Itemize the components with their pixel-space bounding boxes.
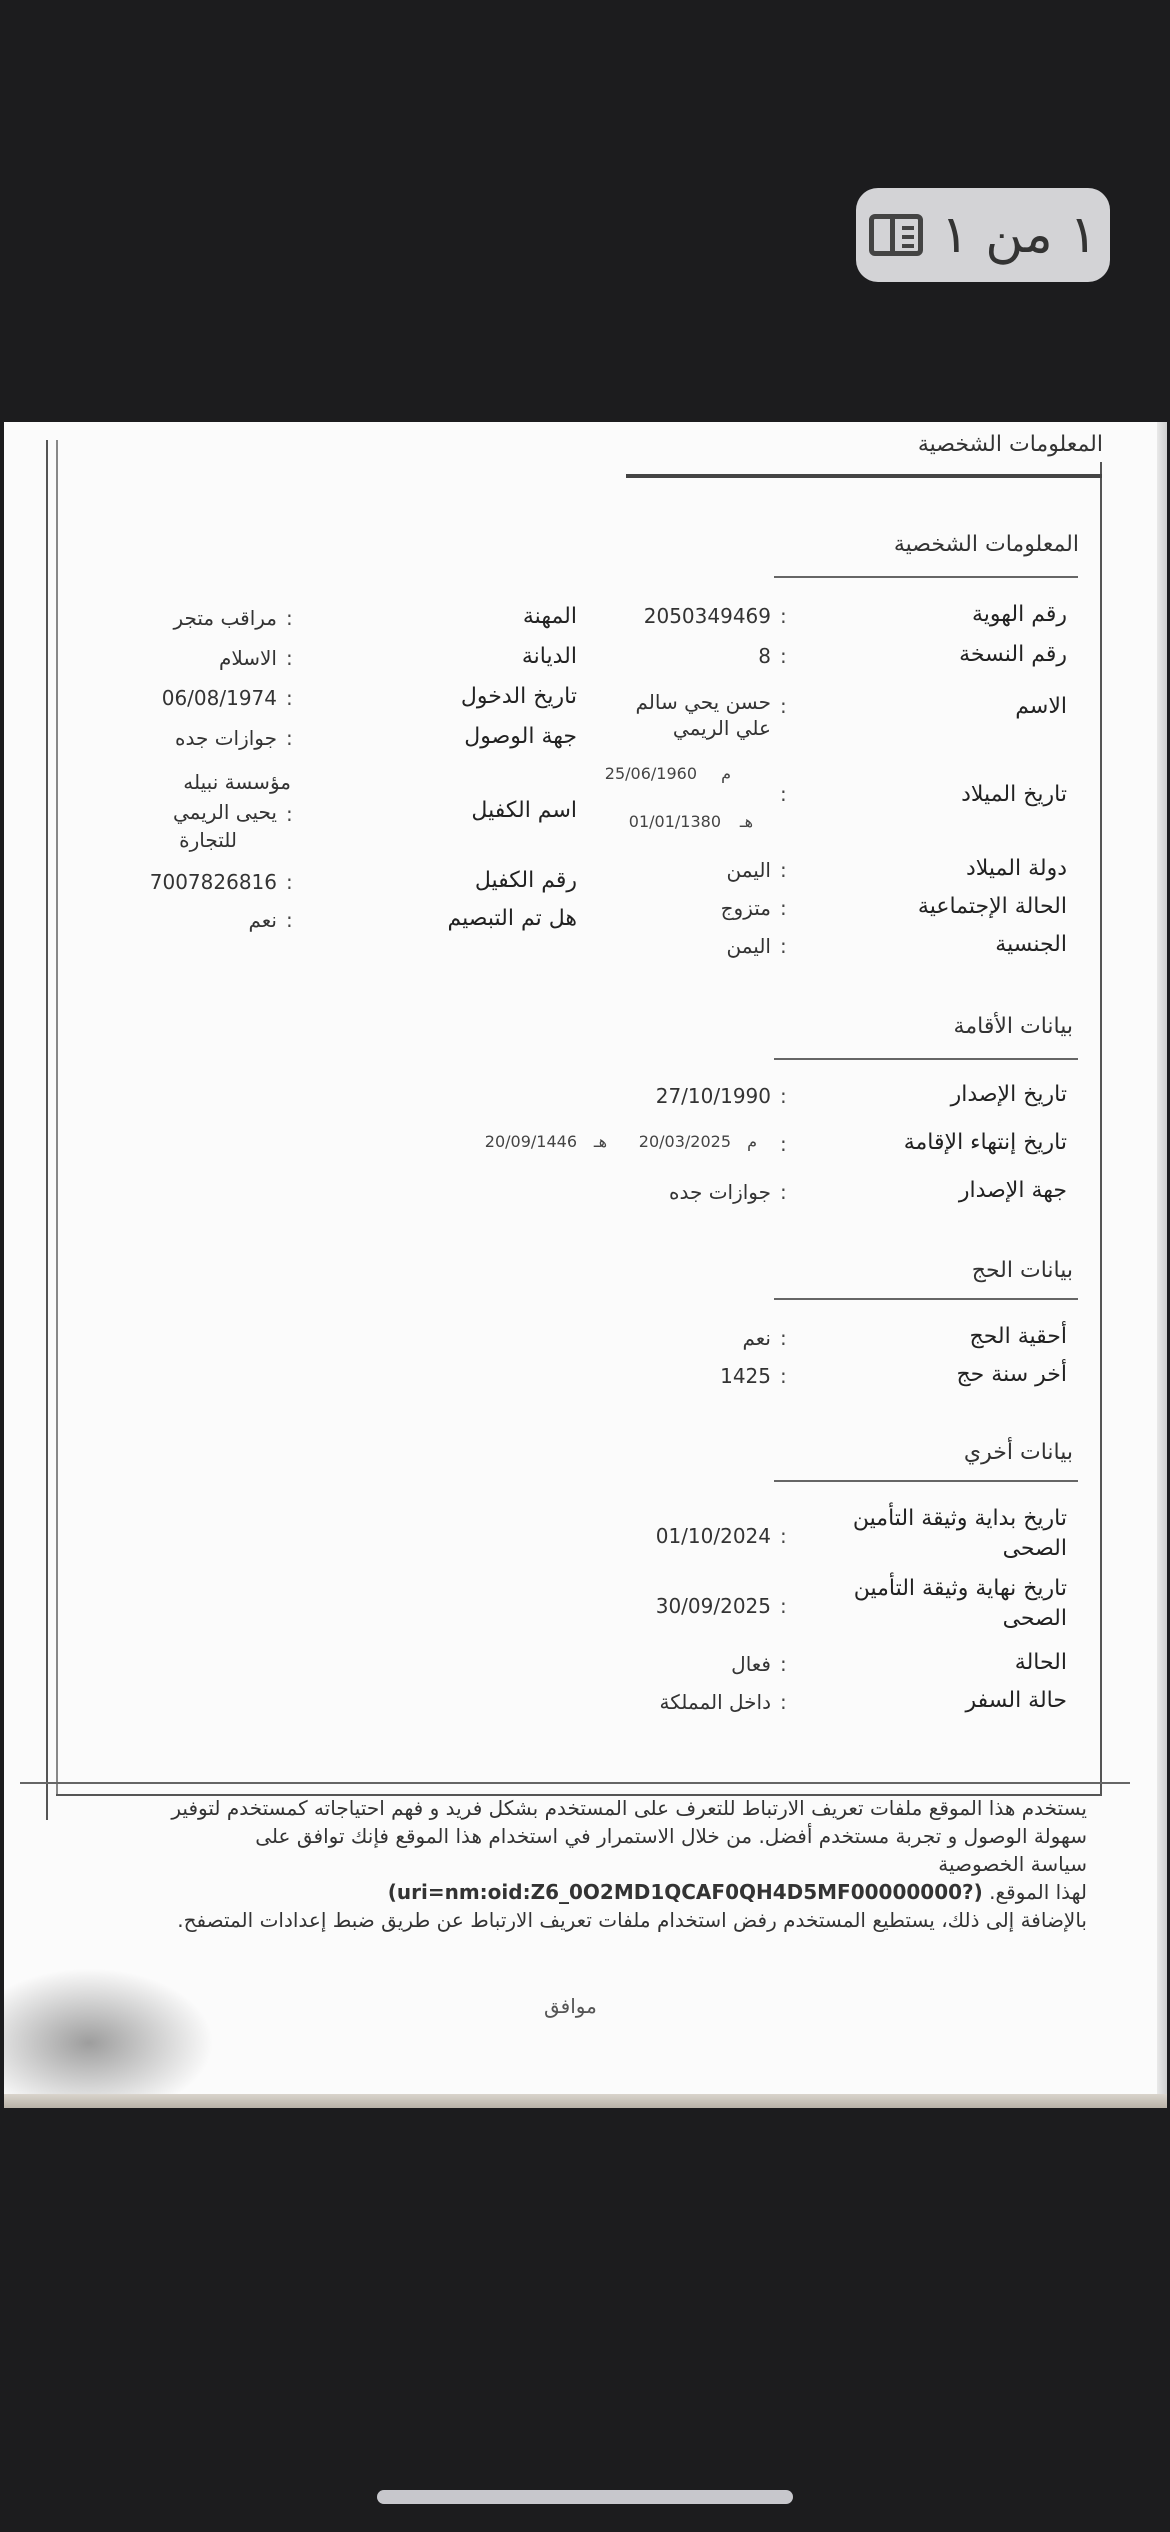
frame-line xyxy=(56,440,58,1796)
birth-g-value: 25/06/1960 xyxy=(604,764,697,783)
home-indicator[interactable] xyxy=(377,2490,793,2504)
marital-value: متزوج xyxy=(720,896,771,920)
separator: : xyxy=(780,694,787,718)
expiry-g-suffix: م xyxy=(747,1132,757,1151)
name-label: الاسم xyxy=(1015,694,1067,719)
separator: : xyxy=(286,606,293,630)
residence-section-title: بيانات الأقامة xyxy=(953,1014,1073,1039)
hajj-last-value: 1425 xyxy=(720,1364,771,1388)
frame-line xyxy=(46,440,48,1820)
separator: : xyxy=(780,782,787,806)
birth-h-value: 01/01/1380 xyxy=(628,812,721,831)
birth-label: تاريخ الميلاد xyxy=(961,782,1067,807)
birth-country-label: دولة الميلاد xyxy=(965,856,1067,881)
birth-country-value: اليمن xyxy=(726,858,771,882)
fingerprint-label: هل تم التبصيم xyxy=(447,906,577,931)
hajj-section-title: بيانات الحج xyxy=(971,1258,1073,1283)
hajj-last-label: أخر سنة حج xyxy=(956,1362,1067,1387)
issue-label: تاريخ الإصدار xyxy=(950,1082,1067,1107)
photo-shadow xyxy=(4,1968,214,2108)
separator: : xyxy=(780,604,787,628)
arrival-value: جوازات جده xyxy=(175,726,277,750)
separator: : xyxy=(780,1690,787,1714)
document-page xyxy=(4,422,1167,2108)
separator: : xyxy=(780,1594,787,1618)
authority-label: جهة الإصدار xyxy=(958,1178,1067,1203)
page-counter-text: ١ من ١ xyxy=(940,205,1098,265)
nationality-value: اليمن xyxy=(726,934,771,958)
birth-g-suffix: م xyxy=(721,764,731,783)
status-label: الحالة xyxy=(1014,1650,1067,1675)
separator: : xyxy=(286,686,293,710)
sponsor-line1: مؤسسة نبيله xyxy=(183,770,291,794)
sponsor-name-label: اسم الكفيل xyxy=(471,798,577,823)
cookie-line xyxy=(87,1878,1087,1906)
other-section-title: بيانات أخري xyxy=(963,1440,1073,1465)
name-line1: حسن يحي سالم xyxy=(635,690,771,714)
cookie-line: بالإضافة إلى ذلك، يستطيع المستخدم رفض استخدام ملفات تعريف الارتباط عن طريق ضبط إعدادات المتصفح. xyxy=(177,1908,1087,1932)
section-rule xyxy=(774,1480,1078,1482)
religion-value: الاسلام xyxy=(218,646,277,670)
marital-label: الحالة الإجتماعية xyxy=(917,894,1067,919)
copy-label: رقم النسخة xyxy=(959,642,1067,667)
ins-start-label: تاريخ بداية وثيقة التأمين xyxy=(852,1506,1067,1531)
hajj-eligible-value: نعم xyxy=(742,1326,771,1350)
privacy-policy-link[interactable]: سياسة الخصوصية xyxy=(938,1852,1087,1876)
fingerprint-value: نعم xyxy=(248,908,277,932)
separator: : xyxy=(780,934,787,958)
separator: : xyxy=(780,1180,787,1204)
entry-label: تاريخ الدخول xyxy=(460,684,577,709)
ins-end-label-2: الصحى xyxy=(1002,1606,1067,1631)
issue-value: 27/10/1990 xyxy=(655,1084,771,1108)
reader-icon xyxy=(869,214,923,256)
id-value: 2050349469 xyxy=(643,604,771,628)
separator: : xyxy=(780,1524,787,1548)
religion-label: الديانة xyxy=(521,644,577,669)
paper-edge xyxy=(4,2094,1167,2108)
separator: : xyxy=(780,644,787,668)
ins-end-value: 30/09/2025 xyxy=(655,1594,771,1618)
ins-start-value: 01/10/2024 xyxy=(655,1524,771,1548)
top-rule xyxy=(626,474,1102,478)
agree-button[interactable]: موافق xyxy=(544,1994,597,2018)
entry-value: 06/08/1974 xyxy=(161,686,277,710)
sponsor-no-label: رقم الكفيل xyxy=(474,868,577,893)
expiry-label: تاريخ إنتهاء الإقامة xyxy=(903,1130,1067,1155)
sponsor-line3: للتجارة xyxy=(179,828,237,852)
travel-value: داخل المملكة xyxy=(659,1690,771,1714)
personal-section-title: المعلومات الشخصية xyxy=(893,532,1079,557)
separator: : xyxy=(286,646,293,670)
expiry-h-suffix: هـ xyxy=(593,1132,607,1151)
top-title: المعلومات الشخصية xyxy=(917,432,1103,457)
frame-line xyxy=(1100,462,1102,1796)
separator: : xyxy=(780,896,787,920)
occupation-label: المهنة xyxy=(522,604,577,629)
separator: : xyxy=(286,870,293,894)
cookie-line: سهولة الوصول و تجربة مستخدم أفضل. من خلال الاستمرار في استخدام هذا الموقع فإنك توافق على xyxy=(255,1824,1087,1848)
birth-h-suffix: هـ xyxy=(739,812,753,831)
name-line2: علي الريمي xyxy=(672,716,771,740)
cookie-line: يستخدم هذا الموقع ملفات تعريف الارتباط للتعرف على المستخدم بشكل فريد و فهم احتياجاته كمستخدم لتوفير xyxy=(171,1796,1087,1820)
nationality-label: الجنسية xyxy=(995,932,1067,957)
section-rule xyxy=(774,1058,1078,1060)
sponsor-line2: يحيى الريمي xyxy=(172,800,277,824)
sponsor-no-value: 7007826816 xyxy=(149,870,277,894)
separator: : xyxy=(780,1652,787,1676)
cookie-uri: (uri=nm:oid:Z6_0O2MD1QCAF0QH4D5MF00000000?) xyxy=(387,1880,983,1904)
separator: : xyxy=(286,726,293,750)
arrival-label: جهة الوصول xyxy=(464,724,577,749)
cookie-text: لهذا الموقع. xyxy=(989,1880,1087,1904)
separator: : xyxy=(780,1132,787,1156)
ins-end-label: تاريخ نهاية وثيقة التأمين xyxy=(853,1576,1067,1601)
occupation-value: مراقب متجر xyxy=(173,606,277,630)
separator: : xyxy=(286,908,293,932)
cookie-notice xyxy=(87,1794,1087,1934)
page-counter-badge[interactable] xyxy=(856,188,1110,282)
expiry-h-value: 20/09/1446 xyxy=(484,1132,577,1151)
authority-value: جوازات جده xyxy=(669,1180,771,1204)
separator: : xyxy=(780,858,787,882)
expiry-g-value: 20/03/2025 xyxy=(638,1132,731,1151)
separator: : xyxy=(780,1084,787,1108)
status-value: فعال xyxy=(731,1652,771,1676)
paper-edge xyxy=(1157,422,1167,2108)
section-rule xyxy=(774,1298,1078,1300)
copy-value: 8 xyxy=(758,644,771,668)
section-rule xyxy=(774,576,1078,578)
id-label: رقم الهوية xyxy=(971,602,1067,627)
ins-start-label-2: الصحى xyxy=(1002,1536,1067,1561)
separator: : xyxy=(780,1364,787,1388)
separator: : xyxy=(286,802,293,826)
frame-line xyxy=(20,1782,1130,1784)
hajj-eligible-label: أحقية الحج xyxy=(969,1324,1067,1349)
separator: : xyxy=(780,1326,787,1350)
travel-label: حالة السفر xyxy=(965,1688,1067,1713)
